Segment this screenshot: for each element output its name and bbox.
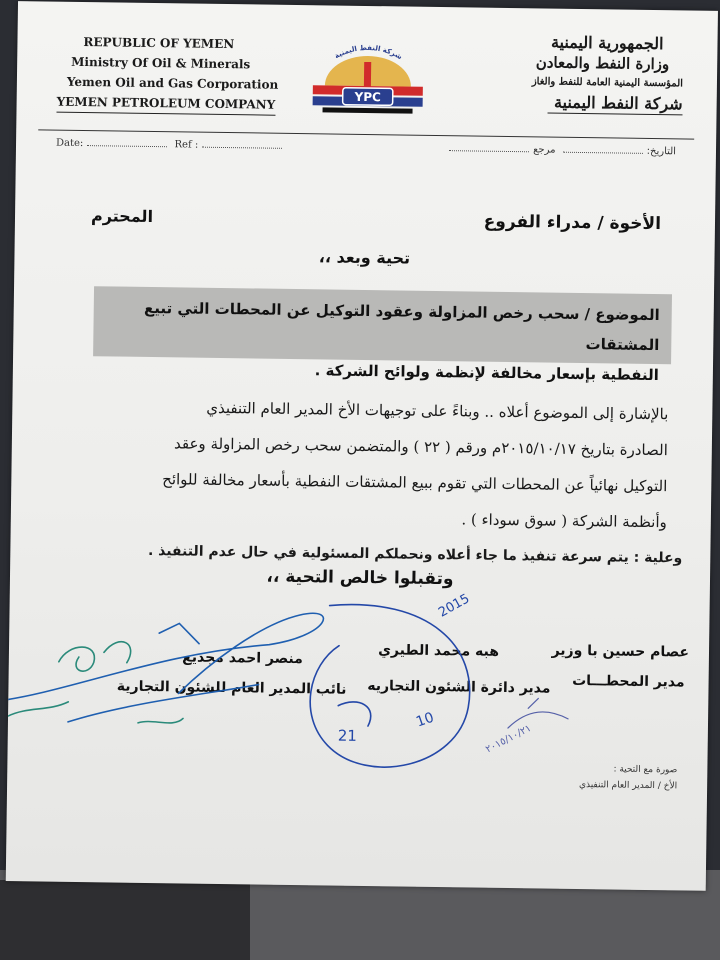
handwritten-month: 10 xyxy=(413,709,437,731)
handwriting-layer xyxy=(6,1,718,891)
letterhead-en-line-2: Ministry Of Oil & Minerals xyxy=(71,54,251,72)
signatory-1-title: مدير المحطـــات xyxy=(572,672,685,691)
handwritten-date-scribble: ٢٠١٥/١٠/٢١ xyxy=(483,722,534,756)
greeting: تحية وبعد ،، xyxy=(318,247,411,268)
addressee: الأخوة / مدراء الفروع xyxy=(483,211,662,235)
signatory-1-name: عصام حسين با وزير xyxy=(551,642,690,661)
closing: وتقبلوا خالص التحية ،، xyxy=(266,566,454,590)
blue-signature xyxy=(6,609,324,726)
body-line-3: التوكيل نهائياً عن المحطات التي تقوم ببيع المشتقات النفطية بأسعار مخالفة للوائح xyxy=(162,470,668,496)
subject-line-1: الموضوع / سحب رخص المزاولة وعقود التوكيل عن المحطات التي تبيع المشتقات xyxy=(143,298,660,355)
letterhead-ar-line-4: شركة النفط اليمنية xyxy=(548,93,683,116)
letterhead-en-line-3: Yemen Oil and Gas Corporation xyxy=(66,74,279,92)
letter-sheet xyxy=(6,1,718,891)
subject-line-2: النفطية بإسعار مخالفة لإنظمة ولوائح الشركة . xyxy=(314,361,660,385)
instruction-line: وعلية : يتم سرعة تنفيذ ما جاء أعلاه ونحملكم المسئولية في حال عدم التنفيذ . xyxy=(147,542,683,567)
cc-line-1: صورة مع التحية : xyxy=(613,764,678,776)
signatory-3-title: نائب المدير العام للشئون التجارية xyxy=(116,678,347,698)
signatory-2-name: هبه محمد الطيري xyxy=(378,642,500,660)
handwritten-day: 21 xyxy=(337,726,358,745)
letterhead-en-line-1: REPUBLIC OF YEMEN xyxy=(83,35,235,52)
green-signature xyxy=(8,640,184,723)
date-label: Date: xyxy=(55,137,84,150)
ar-ref-label: مرجع xyxy=(533,144,556,156)
logo-arc-text: شركة النفط اليمنية xyxy=(333,43,404,62)
letterhead-ar-line-1: الجمهورية اليمنية xyxy=(550,32,664,54)
letterhead-en-line-4: YEMEN PETROLEUM COMPANY xyxy=(56,92,275,116)
signatory-2-title: مدير دائرة الشئون التجاريه xyxy=(367,678,551,697)
signatory-3-name: منصر احمد مجديع xyxy=(182,649,303,668)
ar-date-label: التاريخ: xyxy=(646,145,677,158)
logo-initials: YPC xyxy=(354,89,381,105)
body-line-2: الصادرة بتاريخ ٢٠١٥/١٠/١٧م ورقم ( ٢٢ ) والمتضمن سحب رخص المزاولة وعقد xyxy=(173,434,668,460)
blue-stamp-scribble xyxy=(309,604,471,768)
letterhead-ar-line-3: المؤسسة اليمنية العامة للنفط والغاز xyxy=(531,76,684,90)
body-line-4: وأنظمة الشركة ( سوق سوداء ) . xyxy=(461,510,667,532)
handwritten-year: 2015 xyxy=(436,591,473,621)
ref-label: Ref : xyxy=(174,139,199,151)
body-line-1: بالإشارة إلى الموضوع أعلاه .. وبناءً على توجيهات الأخ المدير العام التنفيذي xyxy=(206,398,669,424)
blue-initials xyxy=(508,698,568,729)
background-shadow xyxy=(0,880,250,960)
cc-line-2: الأخ / المدير العام التنفيذي xyxy=(578,780,678,792)
respect-title: المحترم xyxy=(90,206,154,227)
letterhead-ar-line-2: وزارة النفط والمعادن xyxy=(535,53,670,74)
